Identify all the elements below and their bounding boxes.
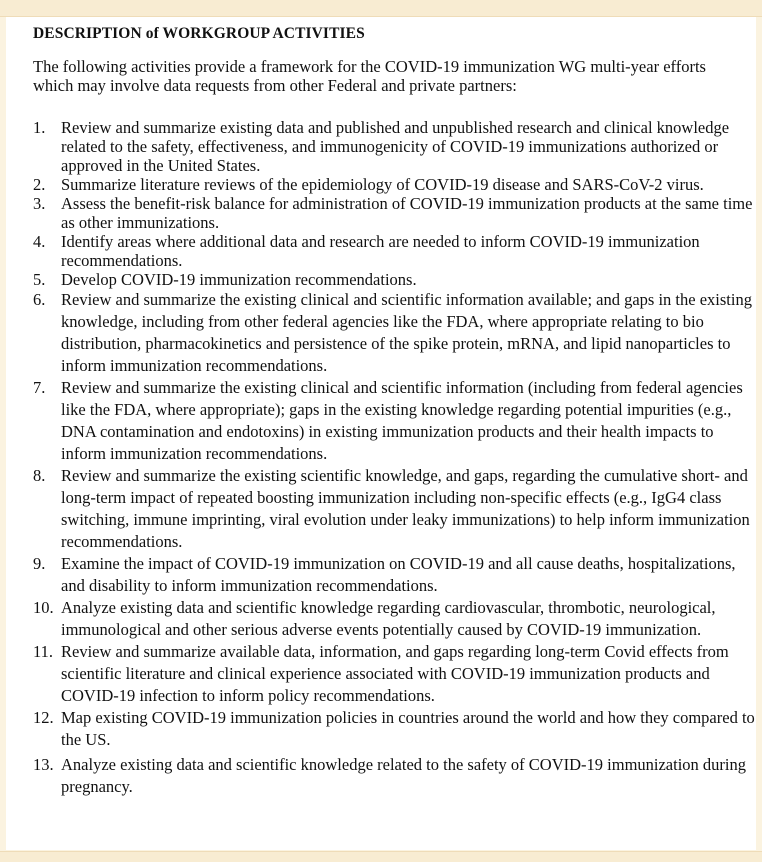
list-item [33,597,755,641]
item-text: Summarize literature reviews of the epidemiology of COVID-19 disease and SARS-CoV-2 virus. [61,175,704,194]
item-number: 7. [33,378,46,397]
list-item [33,194,755,232]
list-item [33,754,755,798]
list-item [33,289,755,377]
list-item [33,118,755,175]
list-item [33,232,755,270]
list-item [33,175,755,194]
item-number: 9. [33,554,46,573]
item-number: 8. [33,466,46,485]
section-heading: DESCRIPTION of WORKGROUP ACTIVITIES [33,25,365,42]
list-item [33,377,755,465]
item-text: Develop COVID-19 immunization recommendations. [61,270,417,289]
item-text: Identify areas where additional data and research are needed to inform COVID-19 immunization recommendations. [61,232,700,270]
document-page [6,17,756,850]
item-text: Analyze existing data and scientific knowledge related to the safety of COVID-19 immunization during pregnancy. [61,755,747,796]
item-text: Map existing COVID-19 immunization policies in countries around the world and how they compared to the US. [61,708,755,749]
item-text: Analyze existing data and scientific knowledge regarding cardiovascular, thrombotic, neurological, immunological and other serious adverse events potentially caused by COVID-19 immunization. [61,598,716,639]
item-number: 3. [33,194,46,213]
item-text: Review and summarize the existing scientific knowledge, and gaps, regarding the cumulative short- and long-term impact of repeated boosting immunization including non-specific effects (e.g., IgG4 class switching, immune imprinting, viral evolution under leaky immunizations) to help inform immunization recommendations. [61,466,750,551]
item-number: 6. [33,290,46,309]
item-number: 11. [33,642,54,661]
item-text: Review and summarize existing data and published and unpublished research and clinical knowledge related to the safety, effectiveness, and immunogenicity of COVID-19 immunizations authorized or approved in the United States. [61,118,730,175]
bottom-margin-band [0,851,762,862]
intro-paragraph: The following activities provide a framework for the COVID-19 immunization WG multi-year efforts which may involve data requests from other Federal and private partners: [33,57,706,95]
item-number: 2. [33,175,46,194]
top-margin-band [0,0,762,17]
item-text: Review and summarize the existing clinical and scientific information (including from federal agencies like the FDA, where appropriate); gaps in the existing knowledge regarding potential impurities (e.g., DNA contamination and endotoxins) in existing immunization products and their health impacts to inform immunization recommendations. [61,378,743,463]
activities-list [33,118,755,798]
item-number: 13. [33,755,54,774]
list-item [33,270,755,289]
item-number: 12. [33,708,54,727]
item-text: Review and summarize available data, information, and gaps regarding long-term Covid effects from scientific literature and clinical experience associated with COVID-19 immunization products and COVID-19 infection to inform policy recommendations. [61,642,729,705]
list-item [33,465,755,553]
list-item [33,707,755,751]
list-item [33,553,755,597]
item-text: Assess the benefit-risk balance for administration of COVID-19 immunization products at the same time as other immunizations. [61,194,753,232]
item-number: 5. [33,270,46,289]
item-text: Review and summarize the existing clinical and scientific information available; and gaps in the existing knowledge, including from other federal agencies like the FDA, where appropriate relating to bio distribution, pharmacokinetics and persistence of the spike protein, mRNA, and lipid nanoparticles to inform immunization recommendations. [61,290,752,375]
item-number: 10. [33,598,54,617]
item-text: Examine the impact of COVID-19 immunization on COVID-19 and all cause deaths, hospitalizations, and disability to inform immunization recommendations. [61,554,736,595]
item-number: 4. [33,232,46,251]
list-item [33,641,755,707]
item-number: 1. [33,118,46,137]
